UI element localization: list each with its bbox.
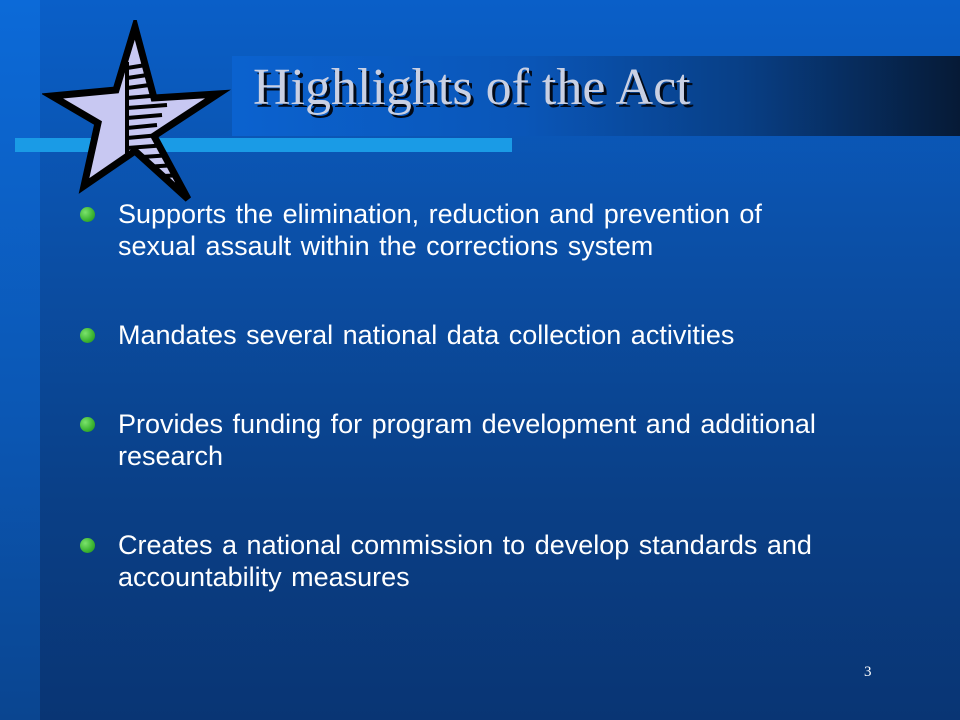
bullet-dot-icon <box>80 207 95 222</box>
bullet-text: Supports the elimination, reduction and prevention of sexual assault within the corrections system <box>118 199 762 261</box>
page-number: 3 <box>864 664 872 680</box>
slide-title: Highlights of the Act <box>253 59 691 116</box>
left-decor-strip <box>0 0 40 720</box>
bullet-dot-icon <box>80 328 95 343</box>
list-item <box>80 198 840 262</box>
bullet-dot-icon <box>80 417 95 432</box>
bullet-text: Provides funding for program development and additional research <box>118 409 816 471</box>
bullet-text: Creates a national commission to develop standards and accountability measures <box>118 530 812 592</box>
star-icon <box>42 20 238 206</box>
list-item <box>80 408 840 472</box>
list-item <box>80 529 840 593</box>
bullet-dot-icon <box>80 538 95 553</box>
list-item <box>80 319 840 351</box>
bullet-text: Mandates several national data collection activities <box>118 320 735 350</box>
bullet-list <box>80 198 840 593</box>
